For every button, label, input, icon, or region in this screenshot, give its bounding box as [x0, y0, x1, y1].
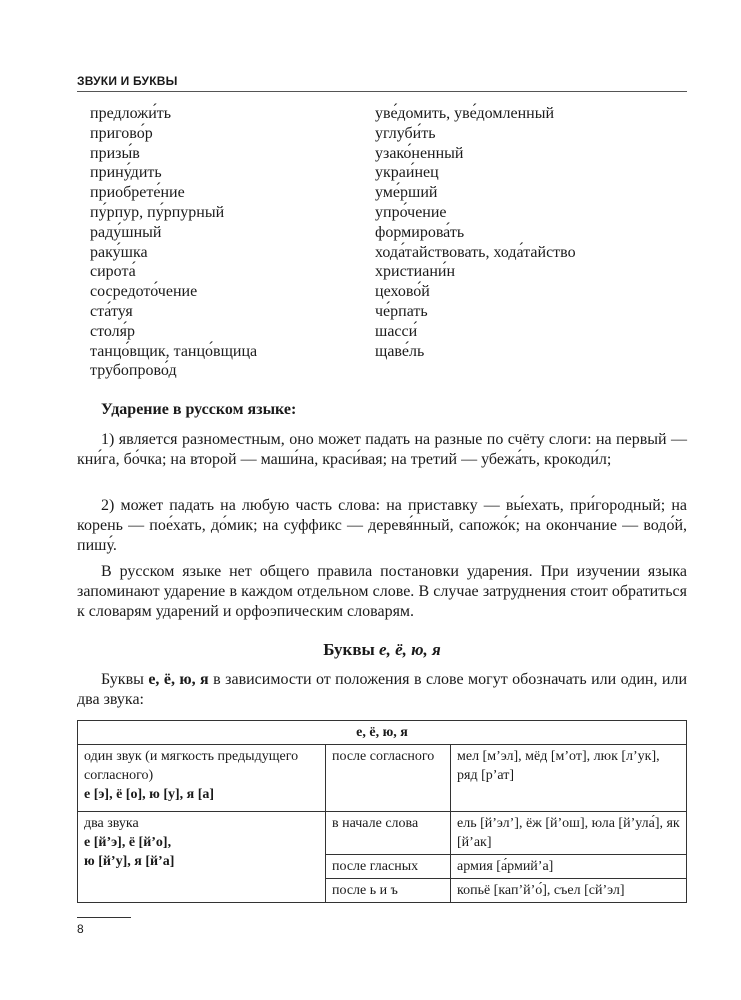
word-list-item: приобрете́ние: [90, 184, 185, 202]
intro-start: Буквы: [101, 671, 149, 688]
letters-intro: [77, 670, 687, 710]
two-sounds-values-1: е [й’э], ё [й’о],: [84, 835, 172, 850]
word-list-item: пригово́р: [90, 124, 153, 142]
word-list-item: танцо́вщик, танцо́вщица: [90, 342, 258, 360]
stress-item-1-text: 1) является разноместным, оно может падать на разные по счёту слоги: на первый — кни́га, бо́чка; на второй — маши́на, краси́вая; на третий — убежа́ть, крокоди́л;: [77, 431, 687, 468]
table-row: [78, 745, 687, 812]
word-list-item: углуби́ть: [375, 124, 436, 142]
word-list-item: уве́домить, уве́домленный: [375, 105, 554, 122]
word-list-item: прину́дить: [90, 164, 162, 182]
one-sound-desc: один звук (и мягкость предыдущего согласного): [84, 749, 299, 783]
position-cell: после гласных: [326, 855, 451, 879]
word-list-item: сирота́: [90, 263, 136, 281]
word-list-item: ста́туя: [90, 302, 133, 320]
stress-item-2: [77, 496, 687, 556]
example-cell: армия [а́рмий’а]: [451, 855, 687, 879]
footer-rule: [77, 917, 131, 918]
stress-heading: Ударение в русском языке:: [101, 401, 297, 418]
word-list-item: шасси́: [375, 322, 418, 340]
section-title: [77, 640, 687, 660]
word-list-item: украи́нец: [375, 164, 439, 182]
word-list-item: пу́рпур, пу́рпурный: [90, 203, 225, 221]
position-cell: в начале слова: [326, 812, 451, 855]
word-list-item: уме́рший: [375, 184, 438, 202]
stress-note-text: В русском языке нет общего правила постановки ударения. При изучении языка запоминают ударение в каждом отдельном слове. В случае затруднения стоит обратиться к словарям ударений и орфоэпическим словарям.: [77, 563, 687, 620]
stress-note: [77, 562, 687, 622]
position-cell: после согласного: [326, 745, 451, 812]
word-list-item: щаве́ль: [375, 342, 425, 360]
word-list-item: упро́чение: [375, 203, 447, 221]
word-list-item: трубопрово́д: [90, 362, 177, 380]
example-cell: копьё [кап’й’о́], съел [сй’эл]: [451, 879, 687, 903]
section-title-plain: Буквы: [323, 640, 380, 659]
word-list-item: формирова́ть: [375, 223, 465, 241]
word-list-item: хода́тайствовать, хода́тайство: [375, 243, 576, 261]
position-cell: после ь и ъ: [326, 879, 451, 903]
table-row: [78, 812, 687, 855]
example-cell: мел [м’эл], мёд [м’от], люк [л’ук], ряд [р’ат]: [451, 745, 687, 812]
word-list-item: че́рпать: [375, 302, 428, 320]
two-sounds-values-2: ю [й’у], я [й’а]: [84, 854, 175, 869]
intro-bold: е, ё, ю, я: [148, 671, 209, 688]
word-list-item: цехово́й: [375, 283, 430, 301]
header-rule: [77, 91, 687, 92]
word-list-item: предложи́ть: [90, 105, 172, 122]
intro-end: в зависимости от положения в слове могут обозначать или один, или два звука:: [77, 671, 688, 708]
example-cell: ель [й’эл’], ёж [й’ош], юла [й’ула́], як [й’ак]: [451, 812, 687, 855]
word-list-item: раку́шка: [90, 243, 148, 261]
page-number: 8: [77, 922, 84, 936]
word-list-item: призы́в: [90, 144, 140, 162]
word-list-item: сосредото́чение: [90, 283, 198, 301]
word-list-item: узако́ненный: [375, 144, 464, 162]
one-sound-values: е [э], ё [о], ю [у], я [а]: [84, 787, 215, 802]
word-list-item: раду́шный: [90, 223, 162, 241]
one-sound-cell: [78, 745, 326, 812]
running-header: ЗВУКИ И БУКВЫ: [77, 74, 178, 88]
table-header: е, ё, ю, я: [78, 721, 687, 745]
section-title-italic: е, ё, ю, я: [379, 640, 441, 659]
table-header-row: [78, 721, 687, 745]
word-list-left: [90, 104, 257, 381]
stress-item-1: [77, 430, 687, 470]
word-list-item: столя́р: [90, 322, 136, 340]
stress-item-2-text: 2) может падать на любую часть слова: на приставку — вы́ехать, при́городный; на корень — пое́хать, до́мик; на суффикс — деревя́нный, сапожо́к; на окончание — водо́й, пишу́.: [77, 497, 687, 554]
word-list-right: [375, 104, 576, 361]
two-sounds-desc: два звука: [84, 816, 139, 831]
letters-table: [77, 720, 687, 903]
word-list-item: христиани́н: [375, 263, 456, 281]
two-sounds-cell: [78, 812, 326, 903]
